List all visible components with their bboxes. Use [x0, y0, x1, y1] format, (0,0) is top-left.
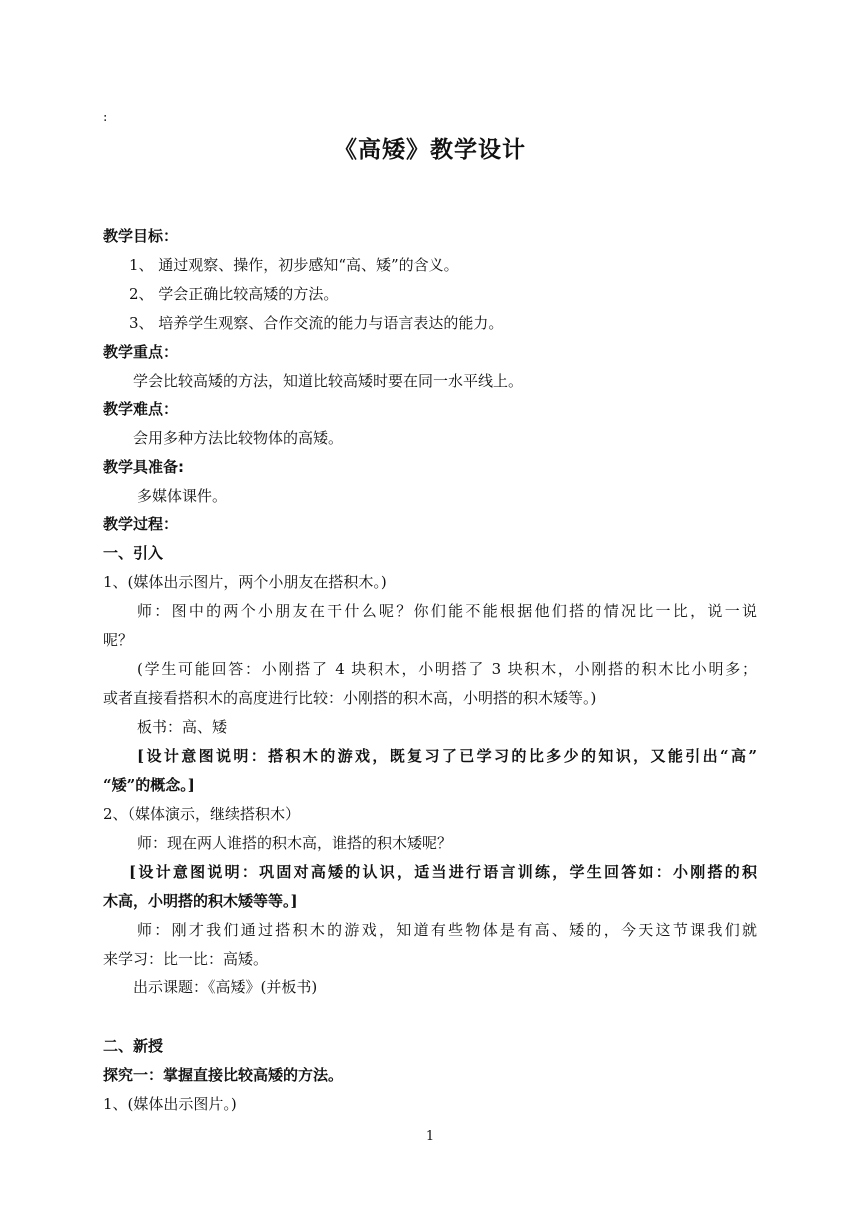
difficulty-text: 会用多种方法比较物体的高矮。: [133, 429, 344, 447]
part1-teacher-question-line2: 呢？: [103, 631, 134, 649]
explore1-heading: 探究一：掌握直接比较高矮的方法。: [103, 1066, 344, 1084]
process-heading: 教学过程：: [103, 515, 179, 533]
key-heading: 教学重点：: [103, 343, 179, 361]
goal-item-3: 3、 培养学生观察、合作交流的能力与语言表达的能力。: [129, 314, 504, 332]
part1-teacher2: 师：现在两人谁搭的积木高，谁搭的积木矮呢？: [137, 834, 453, 852]
difficulty-heading: 教学难点：: [103, 400, 179, 418]
part1-item1: 1、(媒体出示图片，两个小朋友在搭积木。): [103, 573, 387, 591]
goals-heading: 教学目标：: [103, 227, 179, 245]
prep-text: 多媒体课件。: [137, 487, 228, 505]
part1-teacher-question-line1: 师：图中的两个小朋友在干什么呢？你们能不能根据他们搭的情况比一比，说一说: [137, 602, 757, 620]
part1-design2-line2: 木高，小明搭的积木矮等等。]: [103, 892, 298, 910]
top-mark: :: [103, 110, 108, 125]
part1-topic: 出示课题：《高矮》(并板书): [133, 978, 318, 996]
document-title: 《高矮》教学设计: [334, 137, 526, 163]
page-number: 1: [425, 1129, 435, 1144]
part2-item1: 1、(媒体出示图片。): [103, 1095, 237, 1113]
key-text: 学会比较高矮的方法，知道比较高矮时要在同一水平线上。: [133, 372, 524, 390]
part1-design2-line1: [设计意图说明：巩固对高矮的认识，适当进行语言训练，学生回答如：小刚搭的积: [129, 863, 757, 881]
part1-student-answer-line1: (学生可能回答：小刚搭了 4 块积木，小明搭了 3 块积木，小刚搭的积木比小明多；: [137, 660, 757, 678]
part1-design-note-line2: “矮”的概念。]: [103, 776, 195, 794]
part1-board-note: 板书：高、矮: [137, 718, 228, 736]
part1-item2: 2、（媒体演示，继续搭积木）: [103, 805, 301, 823]
prep-heading: 教学具准备:: [103, 458, 184, 476]
goal-item-1: 1、 通过观察、操作，初步感知“高、矮”的含义。: [129, 256, 459, 274]
part1-design-note-line1: [设计意图说明：搭积木的游戏，既复习了已学习的比多少的知识，又能引出“高”: [137, 747, 757, 765]
part2-heading: 二、新授: [103, 1037, 164, 1055]
goal-item-2: 2、 学会正确比较高矮的方法。: [129, 285, 339, 303]
part1-teacher3-line1: 师：刚才我们通过搭积木的游戏，知道有些物体是有高、矮的，今天这节课我们就: [137, 921, 757, 939]
part1-heading: 一、引入: [103, 544, 164, 562]
part1-teacher3-line2: 来学习：比一比：高矮。: [103, 950, 269, 968]
part1-student-answer-line2: 或者直接看搭积木的高度进行比较：小刚搭的积木高，小明搭的积木矮等。): [103, 689, 597, 707]
